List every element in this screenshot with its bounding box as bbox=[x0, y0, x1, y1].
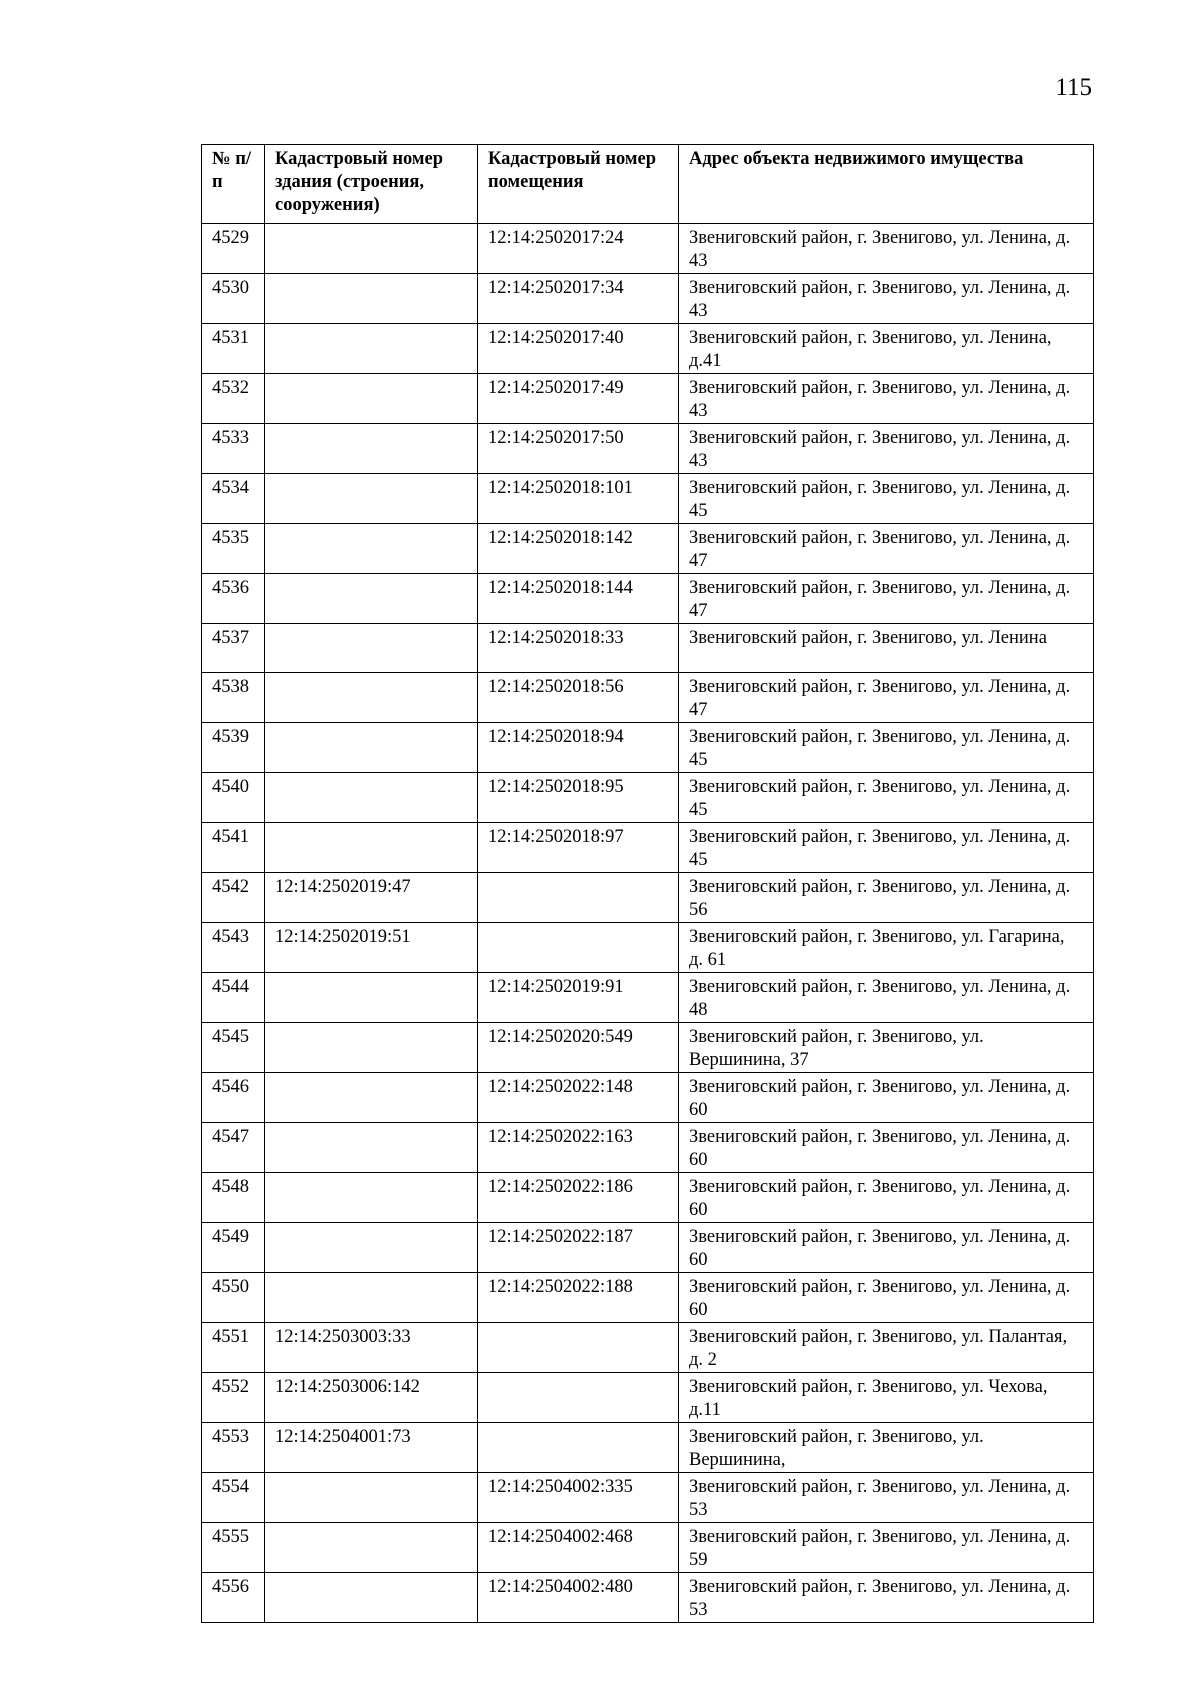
cell-room-cadastral bbox=[478, 873, 679, 923]
cell-building-cadastral bbox=[265, 1073, 478, 1123]
cell-row-number: 4545 bbox=[202, 1023, 265, 1073]
cell-row-number: 4547 bbox=[202, 1123, 265, 1173]
cell-room-cadastral bbox=[478, 1373, 679, 1423]
header-room-cadastral: Кадастровый номер помещения bbox=[478, 145, 679, 224]
cell-building-cadastral bbox=[265, 424, 478, 474]
cell-room-cadastral: 12:14:2502022:148 bbox=[478, 1073, 679, 1123]
table-row bbox=[202, 324, 1094, 374]
cell-row-number: 4532 bbox=[202, 374, 265, 424]
table-row bbox=[202, 1573, 1094, 1623]
table-row bbox=[202, 1473, 1094, 1523]
cell-address: Звениговский район, г. Звенигово, ул. Ленина, д. 47 bbox=[679, 673, 1094, 723]
cell-row-number: 4553 bbox=[202, 1423, 265, 1473]
table-row bbox=[202, 624, 1094, 673]
cell-building-cadastral bbox=[265, 574, 478, 624]
table-row bbox=[202, 1073, 1094, 1123]
cell-room-cadastral: 12:14:2502022:187 bbox=[478, 1223, 679, 1273]
table-row bbox=[202, 923, 1094, 973]
cell-building-cadastral bbox=[265, 1023, 478, 1073]
cell-address: Звениговский район, г. Звенигово, ул. Ленина, д. 45 bbox=[679, 723, 1094, 773]
cell-address: Звениговский район, г. Звенигово, ул. Ленина, д. 59 bbox=[679, 1523, 1094, 1573]
cell-row-number: 4554 bbox=[202, 1473, 265, 1523]
cell-room-cadastral bbox=[478, 923, 679, 973]
cell-row-number: 4531 bbox=[202, 324, 265, 374]
cell-room-cadastral: 12:14:2502020:549 bbox=[478, 1023, 679, 1073]
cell-room-cadastral: 12:14:2502018:94 bbox=[478, 723, 679, 773]
cell-address: Звениговский район, г. Звенигово, ул. Ленина, д. 47 bbox=[679, 574, 1094, 624]
cell-building-cadastral: 12:14:2503006:142 bbox=[265, 1373, 478, 1423]
table-row bbox=[202, 424, 1094, 474]
cell-address: Звениговский район, г. Звенигово, ул. Вершинина, bbox=[679, 1423, 1094, 1473]
property-registry-table bbox=[201, 144, 1094, 1623]
cell-row-number: 4548 bbox=[202, 1173, 265, 1223]
cell-building-cadastral bbox=[265, 274, 478, 324]
cell-building-cadastral bbox=[265, 1223, 478, 1273]
cell-room-cadastral: 12:14:2502017:50 bbox=[478, 424, 679, 474]
cell-address: Звениговский район, г. Звенигово, ул. Ленина, д. 53 bbox=[679, 1573, 1094, 1623]
cell-room-cadastral: 12:14:2502018:144 bbox=[478, 574, 679, 624]
cell-building-cadastral bbox=[265, 773, 478, 823]
cell-row-number: 4540 bbox=[202, 773, 265, 823]
cell-address: Звениговский район, г. Звенигово, ул. Ленина, д. 45 bbox=[679, 474, 1094, 524]
cell-room-cadastral: 12:14:2502017:40 bbox=[478, 324, 679, 374]
cell-row-number: 4550 bbox=[202, 1273, 265, 1323]
cell-room-cadastral bbox=[478, 1323, 679, 1373]
cell-room-cadastral: 12:14:2502022:163 bbox=[478, 1123, 679, 1173]
page-number: 115 bbox=[1055, 74, 1092, 101]
cell-row-number: 4549 bbox=[202, 1223, 265, 1273]
table-row bbox=[202, 1173, 1094, 1223]
cell-building-cadastral bbox=[265, 474, 478, 524]
cell-room-cadastral: 12:14:2502017:34 bbox=[478, 274, 679, 324]
cell-address: Звениговский район, г. Звенигово, ул. Ленина, д. 60 bbox=[679, 1223, 1094, 1273]
header-building-cadastral: Кадастровый номер здания (строения, сооружения) bbox=[265, 145, 478, 224]
cell-building-cadastral: 12:14:2504001:73 bbox=[265, 1423, 478, 1473]
cell-building-cadastral bbox=[265, 524, 478, 574]
header-address: Адрес объекта недвижимого имущества bbox=[679, 145, 1094, 224]
cell-room-cadastral bbox=[478, 1423, 679, 1473]
cell-address: Звениговский район, г. Звенигово, ул. Ленина, д. 43 bbox=[679, 274, 1094, 324]
cell-row-number: 4555 bbox=[202, 1523, 265, 1573]
cell-room-cadastral: 12:14:2502022:188 bbox=[478, 1273, 679, 1323]
cell-building-cadastral bbox=[265, 624, 478, 673]
cell-building-cadastral bbox=[265, 973, 478, 1023]
table-row bbox=[202, 773, 1094, 823]
table-row bbox=[202, 274, 1094, 324]
cell-row-number: 4544 bbox=[202, 973, 265, 1023]
cell-address: Звениговский район, г. Звенигово, ул. Ленина, д. 60 bbox=[679, 1173, 1094, 1223]
cell-address: Звениговский район, г. Звенигово, ул. Ленина, д. 45 bbox=[679, 823, 1094, 873]
table-row bbox=[202, 524, 1094, 574]
cell-row-number: 4556 bbox=[202, 1573, 265, 1623]
cell-row-number: 4542 bbox=[202, 873, 265, 923]
cell-address: Звениговский район, г. Звенигово, ул. Ленина, д. 47 bbox=[679, 524, 1094, 574]
cell-building-cadastral bbox=[265, 324, 478, 374]
cell-room-cadastral: 12:14:2502018:56 bbox=[478, 673, 679, 723]
cell-building-cadastral bbox=[265, 1173, 478, 1223]
cell-row-number: 4538 bbox=[202, 673, 265, 723]
cell-room-cadastral: 12:14:2504002:468 bbox=[478, 1523, 679, 1573]
table-row bbox=[202, 224, 1094, 274]
table-row bbox=[202, 574, 1094, 624]
cell-address: Звениговский район, г. Звенигово, ул. Ленина bbox=[679, 624, 1094, 673]
cell-address: Звениговский район, г. Звенигово, ул. Ленина, д. 60 bbox=[679, 1273, 1094, 1323]
cell-room-cadastral: 12:14:2502017:49 bbox=[478, 374, 679, 424]
cell-row-number: 4530 bbox=[202, 274, 265, 324]
table-row bbox=[202, 374, 1094, 424]
table-row bbox=[202, 1423, 1094, 1473]
cell-building-cadastral bbox=[265, 374, 478, 424]
cell-row-number: 4535 bbox=[202, 524, 265, 574]
cell-address: Звениговский район, г. Звенигово, ул. Ленина, д. 43 bbox=[679, 374, 1094, 424]
cell-row-number: 4536 bbox=[202, 574, 265, 624]
table-row bbox=[202, 823, 1094, 873]
cell-row-number: 4543 bbox=[202, 923, 265, 973]
cell-room-cadastral: 12:14:2502017:24 bbox=[478, 224, 679, 274]
cell-address: Звениговский район, г. Звенигово, ул. Ленина, д.41 bbox=[679, 324, 1094, 374]
table-body bbox=[202, 224, 1094, 1623]
cell-address: Звениговский район, г. Звенигово, ул. Вершинина, 37 bbox=[679, 1023, 1094, 1073]
table-row bbox=[202, 1373, 1094, 1423]
cell-row-number: 4533 bbox=[202, 424, 265, 474]
cell-address: Звениговский район, г. Звенигово, ул. Ленина, д. 43 bbox=[679, 424, 1094, 474]
table-row bbox=[202, 1223, 1094, 1273]
table-row bbox=[202, 723, 1094, 773]
cell-room-cadastral: 12:14:2502019:91 bbox=[478, 973, 679, 1023]
cell-building-cadastral bbox=[265, 723, 478, 773]
cell-building-cadastral bbox=[265, 1273, 478, 1323]
cell-building-cadastral bbox=[265, 1523, 478, 1573]
cell-row-number: 4546 bbox=[202, 1073, 265, 1123]
cell-row-number: 4551 bbox=[202, 1323, 265, 1373]
table-row bbox=[202, 1023, 1094, 1073]
cell-row-number: 4534 bbox=[202, 474, 265, 524]
cell-room-cadastral: 12:14:2502018:95 bbox=[478, 773, 679, 823]
cell-address: Звениговский район, г. Звенигово, ул. Палантая, д. 2 bbox=[679, 1323, 1094, 1373]
table-row bbox=[202, 873, 1094, 923]
table-row bbox=[202, 1273, 1094, 1323]
cell-room-cadastral: 12:14:2502022:186 bbox=[478, 1173, 679, 1223]
cell-room-cadastral: 12:14:2502018:142 bbox=[478, 524, 679, 574]
cell-room-cadastral: 12:14:2502018:97 bbox=[478, 823, 679, 873]
cell-row-number: 4539 bbox=[202, 723, 265, 773]
cell-address: Звениговский район, г. Звенигово, ул. Ленина, д. 43 bbox=[679, 224, 1094, 274]
cell-row-number: 4537 bbox=[202, 624, 265, 673]
table-header-row bbox=[202, 145, 1094, 224]
table-row bbox=[202, 1523, 1094, 1573]
table-row bbox=[202, 1123, 1094, 1173]
cell-building-cadastral bbox=[265, 224, 478, 274]
cell-room-cadastral: 12:14:2504002:480 bbox=[478, 1573, 679, 1623]
cell-address: Звениговский район, г. Звенигово, ул. Чехова, д.11 bbox=[679, 1373, 1094, 1423]
cell-row-number: 4529 bbox=[202, 224, 265, 274]
cell-address: Звениговский район, г. Звенигово, ул. Ленина, д. 48 bbox=[679, 973, 1094, 1023]
cell-building-cadastral: 12:14:2502019:51 bbox=[265, 923, 478, 973]
cell-building-cadastral bbox=[265, 1473, 478, 1523]
cell-address: Звениговский район, г. Звенигово, ул. Ленина, д. 45 bbox=[679, 773, 1094, 823]
cell-building-cadastral bbox=[265, 823, 478, 873]
cell-address: Звениговский район, г. Звенигово, ул. Ленина, д. 53 bbox=[679, 1473, 1094, 1523]
cell-building-cadastral bbox=[265, 1573, 478, 1623]
table-row bbox=[202, 1323, 1094, 1373]
cell-address: Звениговский район, г. Звенигово, ул. Ленина, д. 60 bbox=[679, 1123, 1094, 1173]
cell-address: Звениговский район, г. Звенигово, ул. Гагарина, д. 61 bbox=[679, 923, 1094, 973]
cell-address: Звениговский район, г. Звенигово, ул. Ленина, д. 56 bbox=[679, 873, 1094, 923]
cell-row-number: 4552 bbox=[202, 1373, 265, 1423]
cell-building-cadastral: 12:14:2502019:47 bbox=[265, 873, 478, 923]
cell-building-cadastral bbox=[265, 1123, 478, 1173]
cell-address: Звениговский район, г. Звенигово, ул. Ленина, д. 60 bbox=[679, 1073, 1094, 1123]
cell-building-cadastral: 12:14:2503003:33 bbox=[265, 1323, 478, 1373]
cell-room-cadastral: 12:14:2502018:33 bbox=[478, 624, 679, 673]
cell-room-cadastral: 12:14:2502018:101 bbox=[478, 474, 679, 524]
cell-room-cadastral: 12:14:2504002:335 bbox=[478, 1473, 679, 1523]
table-row bbox=[202, 474, 1094, 524]
header-row-number: № п/п bbox=[202, 145, 265, 224]
cell-row-number: 4541 bbox=[202, 823, 265, 873]
table-row bbox=[202, 973, 1094, 1023]
table-row bbox=[202, 673, 1094, 723]
cell-building-cadastral bbox=[265, 673, 478, 723]
